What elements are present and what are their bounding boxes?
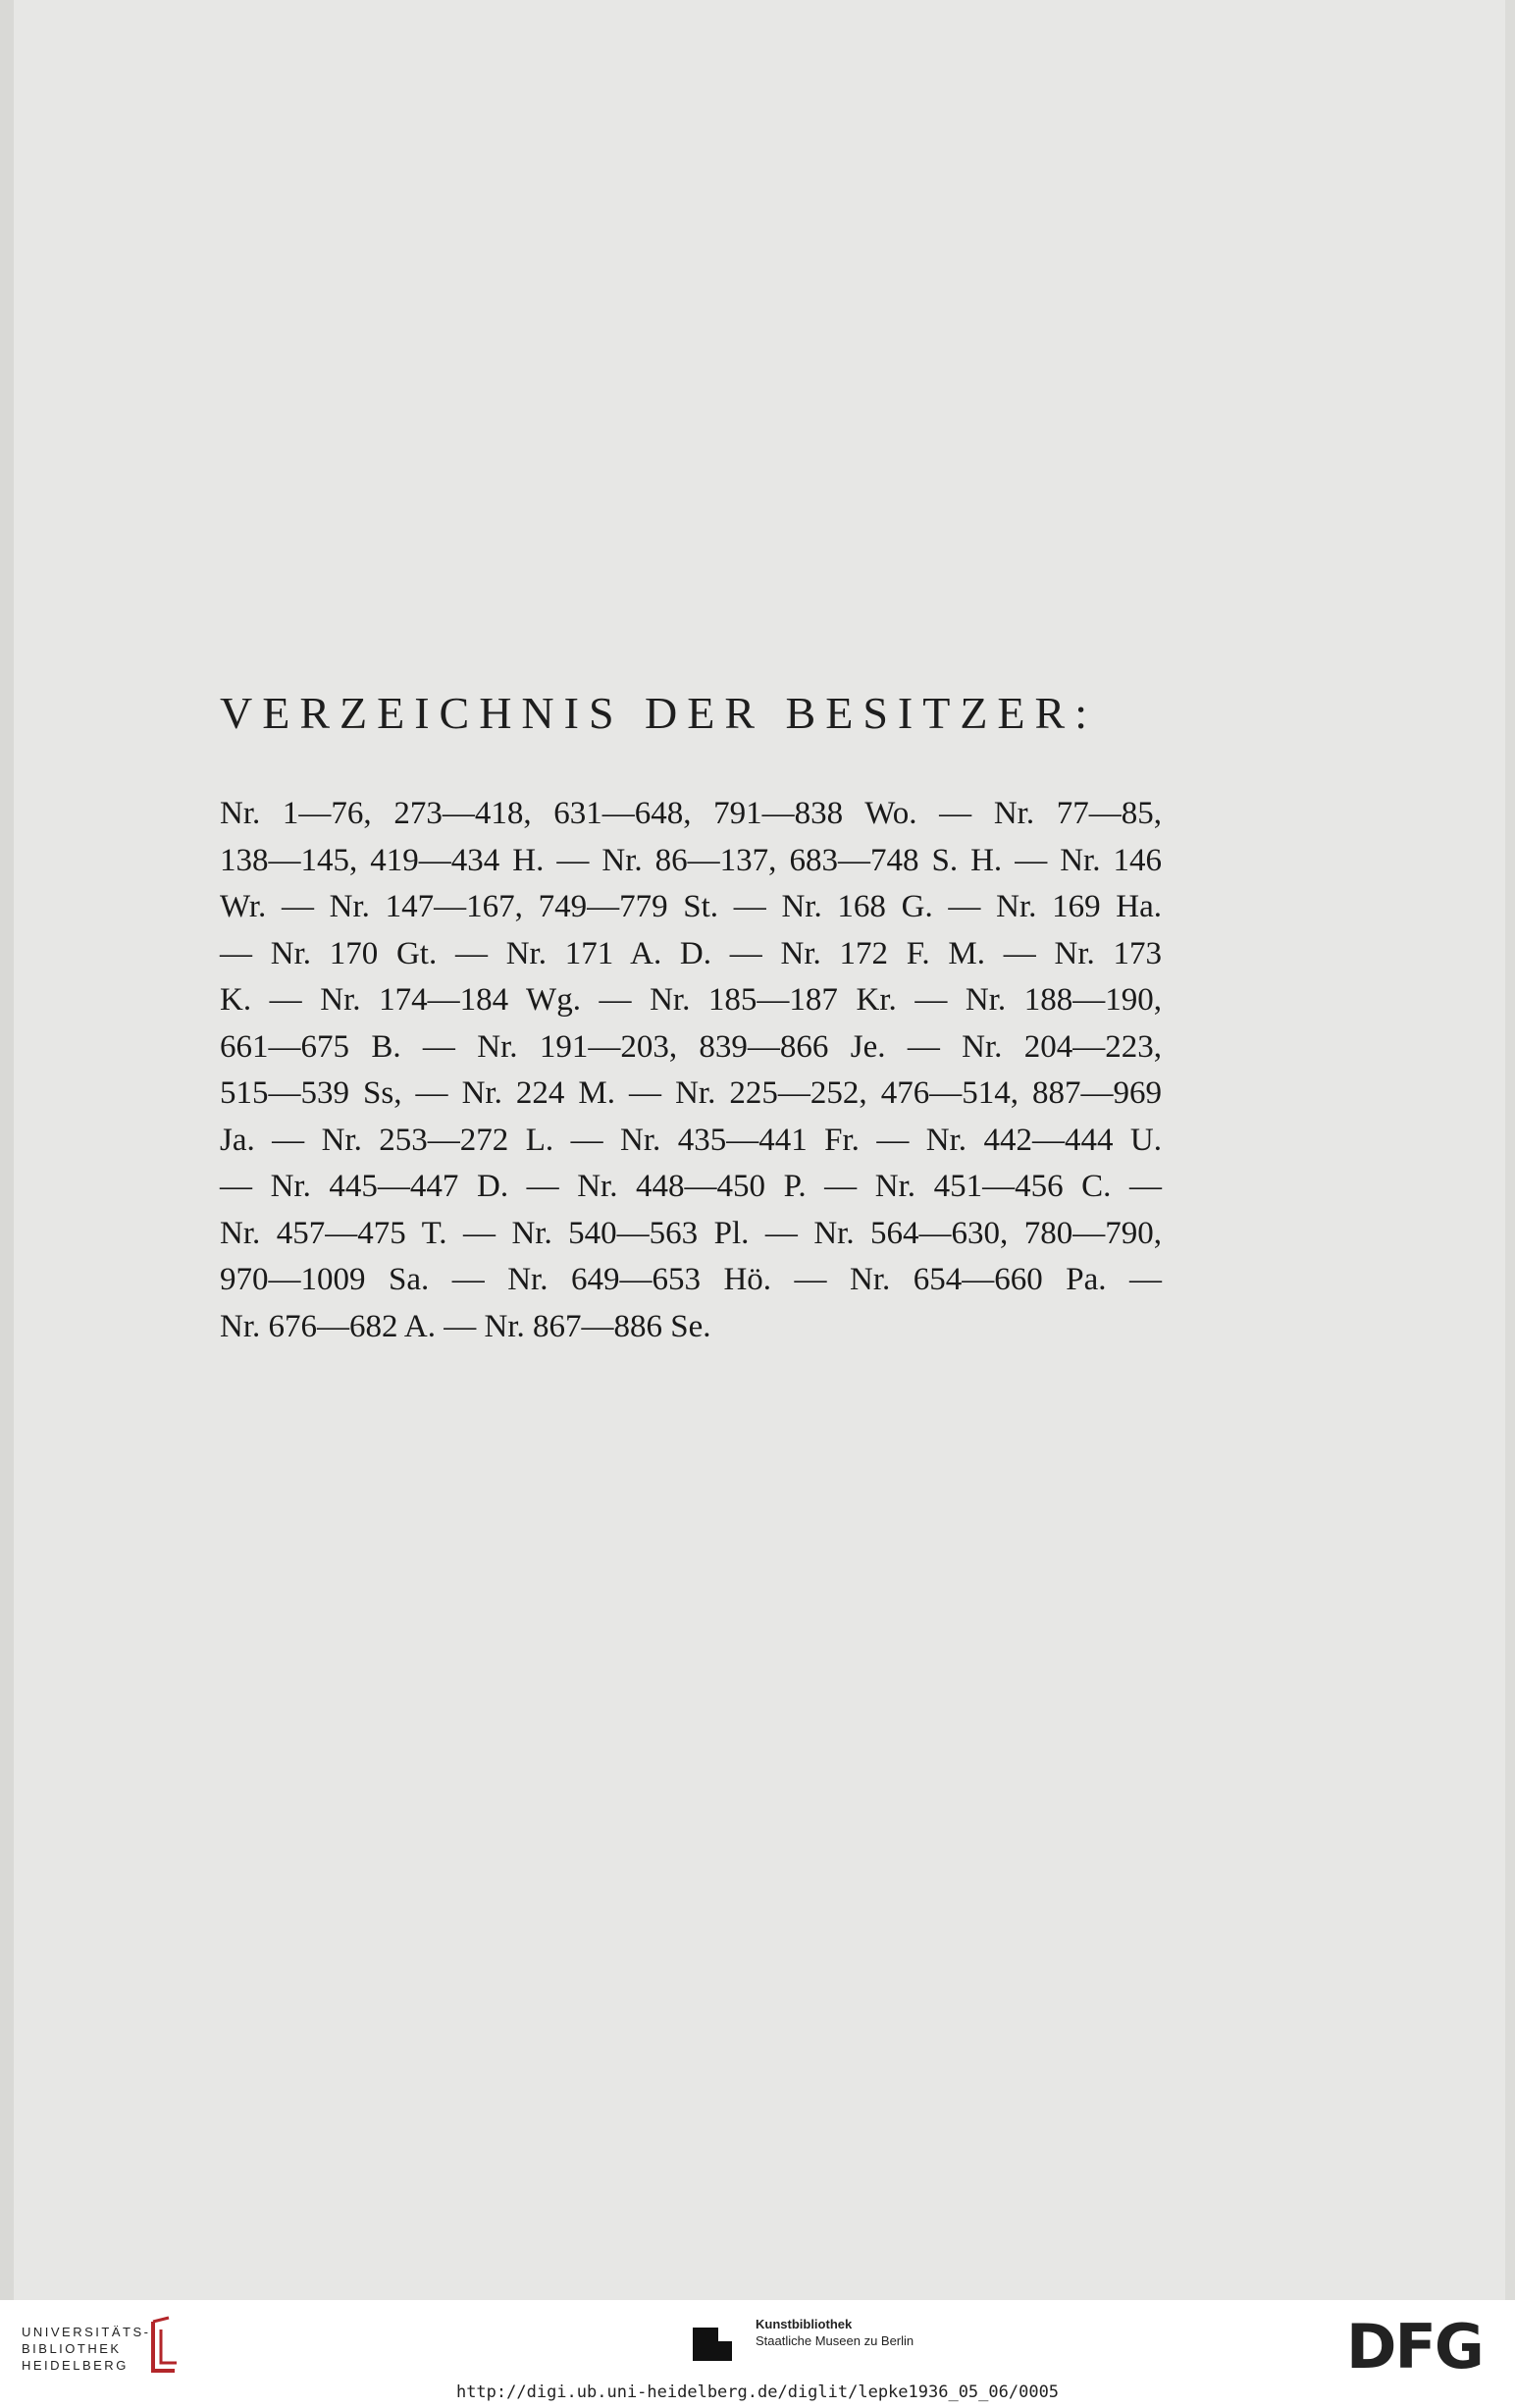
- kunstbibliothek-label[interactable]: [756, 2316, 914, 2349]
- list-line: — Nr. 170 Gt. — Nr. 171 A. D. — Nr. 172 F. M. — Nr. 173: [220, 935, 1162, 971]
- owners-heading: VERZEICHNIS DER BESITZER:: [220, 688, 1097, 738]
- ub-emblem-icon: [139, 2316, 183, 2377]
- kunstbibliothek-logo-icon: [693, 2322, 746, 2361]
- ub-logo-line: UNIVERSITÄTS-: [22, 2325, 151, 2339]
- ub-heidelberg-logo[interactable]: [22, 2324, 150, 2379]
- list-line: — Nr. 445—447 D. — Nr. 448—450 P. — Nr. 451—456 C. —: [220, 1169, 1162, 1204]
- list-line: 661—675 B. — Nr. 191—203, 839—866 Je. — Nr. 204—223,: [220, 1028, 1162, 1065]
- kb-title: Kunstbibliothek: [756, 2317, 853, 2331]
- list-line: Nr. 457—475 T. — Nr. 540—563 Pl. — Nr. 564—630, 780—790,: [220, 1215, 1162, 1251]
- dfg-logo[interactable]: DFG: [1346, 2311, 1483, 2382]
- owners-list: [220, 791, 1162, 1350]
- list-line: 515—539 Ss, — Nr. 224 M. — Nr. 225—252, 476—514, 887—969: [220, 1075, 1162, 1111]
- page-left-edge: [0, 0, 14, 2300]
- kb-subtitle: Staatliche Museen zu Berlin: [756, 2333, 914, 2348]
- list-line: Ja. — Nr. 253—272 L. — Nr. 435—441 Fr. — Nr. 442—444 U.: [220, 1122, 1162, 1158]
- page-right-edge: [1505, 0, 1515, 2300]
- list-line: 138—145, 419—434 H. — Nr. 86—137, 683—748 S. H. — Nr. 146: [220, 842, 1162, 878]
- list-line: K. — Nr. 174—184 Wg. — Nr. 185—187 Kr. — Nr. 188—190,: [220, 982, 1162, 1018]
- list-line: Nr. 676—682 A. — Nr. 867—886 Se.: [220, 1308, 711, 1344]
- list-line: Nr. 1—76, 273—418, 631—648, 791—838 Wo. — Nr. 77—85,: [220, 796, 1162, 831]
- list-line: Wr. — Nr. 147—167, 749—779 St. — Nr. 168 G. — Nr. 169 Ha.: [220, 889, 1162, 924]
- ub-logo-line: HEIDELBERG: [22, 2358, 129, 2373]
- permalink-url[interactable]: http://digi.ub.uni-heidelberg.de/diglit/lepke1936_05_06/0005: [455, 2382, 1060, 2402]
- list-line: 970—1009 Sa. — Nr. 649—653 Hö. — Nr. 654—660 Pa. —: [220, 1262, 1162, 1297]
- ub-logo-line: BIBLIOTHEK: [22, 2341, 122, 2356]
